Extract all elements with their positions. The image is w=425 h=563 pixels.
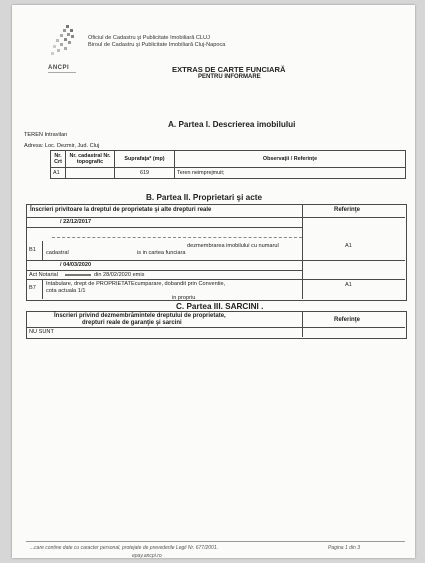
address: Adresa: Loc. Dezmir, Jud. Cluj xyxy=(24,143,100,149)
b7-text-3: in propriu xyxy=(172,295,196,301)
col-cadastral: Nr. cadastral Nr. topografic xyxy=(66,151,115,168)
row-divider xyxy=(26,270,302,271)
part3-col-left-2: drepturi reale de garanţie şi sarcini xyxy=(82,320,182,326)
footer-rule xyxy=(26,541,405,542)
part2-title: B. Partea II. Proprietari şi acte xyxy=(146,193,263,202)
b1-text-2: cadastral xyxy=(46,250,69,256)
act-label: Act Notarial xyxy=(29,272,58,278)
col-nr: Nr. Crt xyxy=(51,151,66,168)
act-date: din 28/02/2020 emis xyxy=(94,272,145,278)
document-subtitle: PENTRU INFORMARE xyxy=(198,74,261,80)
part3-header-divider xyxy=(26,327,405,328)
b1-text-3: is in cartea funciara xyxy=(137,250,186,256)
b1-number: B1 xyxy=(29,247,36,253)
part2-col-right: Referinţe xyxy=(334,207,361,213)
office-line-2: Biroul de Cadastru şi Publicitate Imobiliară Cluj-Napoca xyxy=(88,42,226,48)
cell-nr: A1 xyxy=(51,168,66,179)
redacted-line xyxy=(52,237,302,239)
b7-text-2: cota actuala 1/1 xyxy=(46,288,86,294)
footer-note: ...care contine date cu caracter personal, protejate de prevederile Legii Nr. 677/2001. xyxy=(30,545,218,551)
part1-title: A. Partea I. Descrierea imobilului xyxy=(168,120,296,129)
cell-area: 619 xyxy=(115,168,175,179)
part1-table xyxy=(50,150,406,179)
document-title: EXTRAS DE CARTE FUNCIARĂ xyxy=(172,65,286,74)
document-page xyxy=(12,5,415,558)
b7-number: B7 xyxy=(29,285,36,291)
page-number: Pagina 1 din 3 xyxy=(328,545,360,551)
b1-text-1: dezmembrarea imobilului cu numarul xyxy=(187,243,279,249)
b7-nr-divider xyxy=(42,279,43,299)
logo-text: ANCPI xyxy=(48,65,70,71)
b1-reference: A1 xyxy=(345,243,352,249)
part3-value: NU SUNT xyxy=(29,329,54,335)
col-observations: Observaţii / Referinţe xyxy=(175,151,406,168)
col-area: Suprafaţa* (mp) xyxy=(115,151,175,168)
cell-observations: Teren neimprejmuit; xyxy=(175,168,406,179)
part2-col-left: Înscrieri privitoare la dreptul de proprietate şi alte drepturi reale xyxy=(30,207,212,213)
b7-reference: A1 xyxy=(345,282,352,288)
b1-nr-divider xyxy=(42,241,43,260)
b7-text-1: Intabulare, drept de PROPRIETATEcumparare, dobandit prin Conventie, xyxy=(46,281,226,287)
row-divider xyxy=(26,279,405,280)
land-type: TEREN Intravilan xyxy=(24,132,68,138)
table-row xyxy=(51,168,406,179)
part2-column-divider xyxy=(302,204,303,299)
logo-underline xyxy=(48,72,76,76)
part3-column-divider xyxy=(302,311,303,337)
office-line-1: Oficiul de Cadastru şi Publicitate Imobiliară CLUJ xyxy=(88,35,210,41)
part2-header-divider xyxy=(26,217,405,218)
row-divider xyxy=(26,260,405,261)
date-2: / 04/03/2020 xyxy=(60,262,92,268)
part3-col-left-1: Înscrieri privind dezmembrămintele dreptului de proprietate, xyxy=(54,313,226,319)
ancpi-logo-icon xyxy=(50,23,76,63)
footer-url: epay.ancpi.ro xyxy=(132,553,162,559)
row-divider xyxy=(26,227,302,228)
cell-cadastral xyxy=(66,168,115,179)
part3-title: C. Partea III. SARCINI . xyxy=(176,302,264,311)
part3-col-right: Referinţe xyxy=(334,317,361,323)
date-1: / 22/12/2017 xyxy=(60,219,92,225)
